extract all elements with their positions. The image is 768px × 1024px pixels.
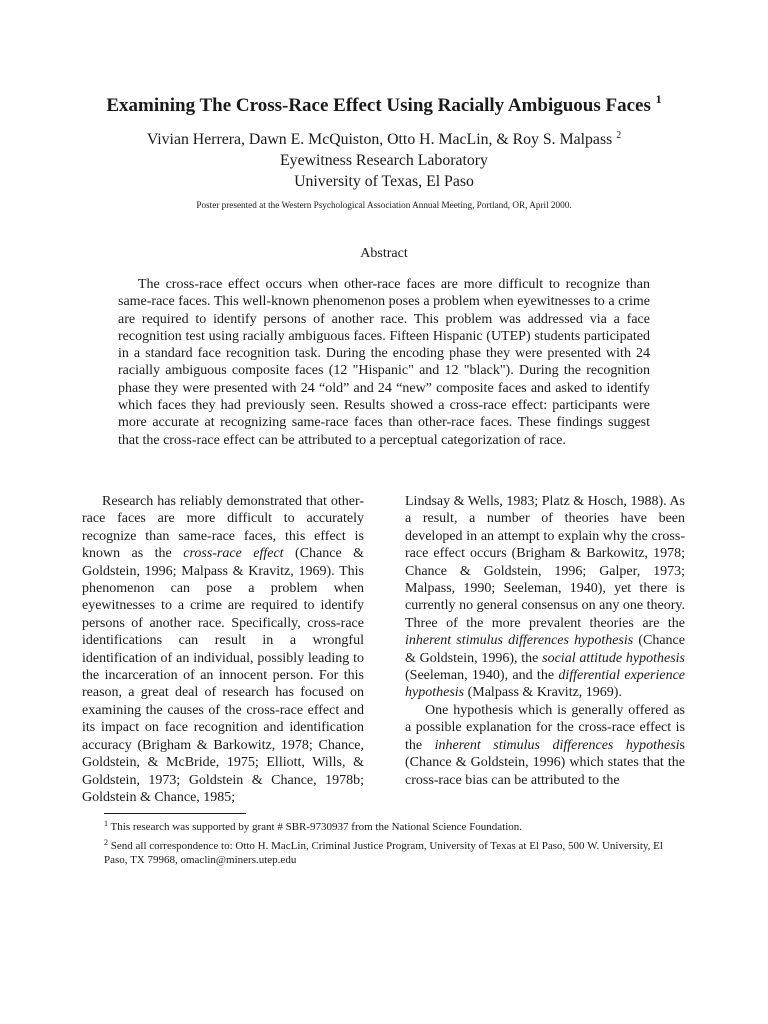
text-run: (Chance & Goldstein, 1996), the (405, 633, 685, 666)
italic-term: inherent stimulus differences hypothesi (434, 737, 680, 753)
university-name: University of Texas, El Paso (294, 173, 474, 190)
author-block (60, 125, 708, 192)
text-run: (Chance & Goldstein, 1996; Malpass & Kravitz, 1969). This phenomenon can pose a problem when eyewitnesses to a crime are required to identify persons of another race. Specifically, cross-race identifications can result in a wrongful identification of an individual, possibly leading to the incarceration of an innocent person. For this reason, a great deal of research has focused on examining the causes of the cross-race effect and its impact on face recognition and identification accuracy (Brigham & Barkowitz, 1978; Chance, Goldstein, & McBride, 1975; Elliott, Wills, & Goldstein, 1973; Goldstein & Chance, 1978b; Goldstein & Chance, 1985; (82, 546, 365, 805)
text-run: Lindsay & Wells, 1983; Platz & Hosch, 1988). As a result, a number of theories have been developed in an attempt to explain why the cross-race effect occurs (Brigham & Barkowitz, 1978; Chance & Goldstein, 1996; Galper, 1973; Malpass, 1990; Seeleman, 1940), yet there is currently no general consensus on any one theory. Three of the more prevalent theories are the (405, 494, 685, 631)
title-text: Examining The Cross-Race Effect Using Racially Ambiguous Faces (106, 95, 651, 116)
footnote-mark: 2 (104, 838, 108, 847)
text-run: (Malpass & Kravitz, 1969). (464, 685, 622, 701)
body-paragraph (405, 493, 685, 702)
title-footnote-mark: 1 (655, 92, 662, 106)
lab-name: Eyewitness Research Laboratory (280, 152, 488, 169)
body-column-right (405, 493, 685, 789)
body-paragraph (405, 702, 685, 789)
footnote-mark: 1 (104, 819, 108, 828)
authors-text: Vivian Herrera, Dawn E. McQuiston, Otto H. MacLin, & Roy S. Malpass (146, 131, 613, 148)
footnote-2 (104, 836, 664, 867)
footnote-1 (104, 817, 664, 834)
text-run: s (Chance & Goldstein, 1996) which states that the cross-race bias can be attributed to the (405, 737, 685, 788)
footnote-text: This research was supported by grant # SBR-9730937 from the National Science Foundation. (108, 821, 523, 833)
body-paragraph (82, 493, 364, 806)
paper-title (60, 86, 708, 119)
italic-term: inherent stimulus differences hypothesis (405, 633, 634, 649)
footnote-text: Send all correspondence to: Otto H. MacLin, Criminal Justice Program, University of Texas at El Paso, 500 W. University, El Paso, TX 79968, omaclin@miners.utep.edu (104, 840, 663, 866)
italic-term: differential experience hypothesis (405, 668, 685, 701)
footnotes (104, 817, 664, 869)
italic-term: social attitude hypothesis (542, 650, 685, 666)
text-run: Research has reliably demonstrated that other-race faces are more difficult to accurately recognize than same-race faces, this effect is known as the (82, 494, 364, 562)
body-column-left (82, 493, 364, 806)
poster-note: Poster presented at the Western Psychological Association Annual Meeting, Portland, OR, April 2000. (196, 200, 572, 210)
abstract-heading: Abstract (360, 246, 408, 261)
author-list (60, 125, 708, 150)
text-run: (Seeleman, 1940), and the (405, 668, 559, 684)
abstract-text: The cross-race effect occurs when other-race faces are more difficult to recognize than same-race faces. This well-known phenomenon poses a problem when eyewitnesses to a crime are required to identify persons of another race. This problem was addressed via a face recognition test using racially ambiguous faces. Fifteen Hispanic (UTEP) students participated in a standard face recognition task. During the encoding phase they were presented with 24 racially ambiguous composite faces (12 "Hispanic" and 12 "black"). During the recognition phase they were presented with 24 “old” and 24 “new” composite faces and asked to identify which faces they had previously seen. Results showed a cross-race effect: participants were more accurate at recognizing same-race faces than other-race faces. These findings suggest that the cross-race effect can be attributed to a perceptual categorization of race. (118, 277, 650, 448)
text-run: One hypothesis which is generally offered as a possible explanation for the cross-race effect is the (405, 702, 685, 753)
italic-term: cross-race effect (183, 546, 284, 562)
footnote-divider (104, 813, 246, 814)
authors-footnote-mark: 2 (616, 130, 622, 141)
